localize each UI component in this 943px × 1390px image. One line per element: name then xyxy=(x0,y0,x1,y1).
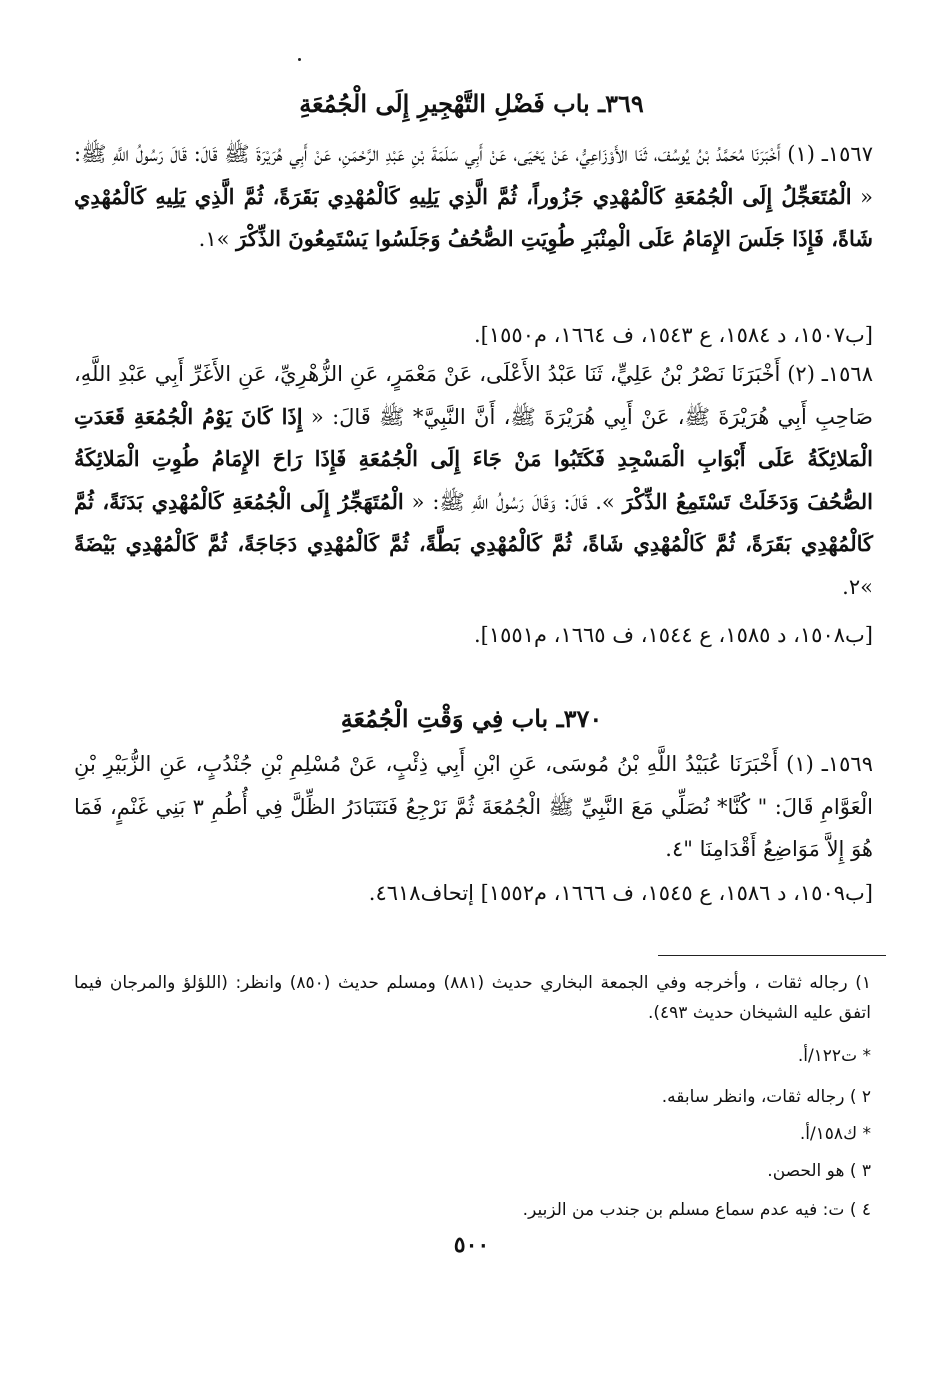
footnote-star-1: * ت١٢٢/أ. xyxy=(797,1046,871,1066)
hadith-1567-refs: [ب١٥٠٧، د ١٥٨٤، ع ١٥٤٣، ف ١٦٦٤، م١٥٥٠]. xyxy=(474,323,873,347)
hadith-1569 xyxy=(74,743,873,871)
hadith-close: »١. xyxy=(198,227,230,251)
hadith-mid: ». قَالَ: وَقَالَ رَسُولُ اللَّهِ ﷺ: « xyxy=(411,489,615,514)
hadith-1568 xyxy=(74,353,873,608)
footnote-4: ٤ ) ت: فيه عدم سماع مسلم بن جندب من الزبير. xyxy=(522,1200,871,1220)
hadith-close: »٢. xyxy=(842,574,873,599)
hadith-matn: كُنَّا* نُصَلِّي مَعَ النَّبِيِّ ﷺ الْجُمُعَةَ ثُمَّ نَرْجِعُ فَنَتَبَادَرُ الظِّلَّ فِي أُطُمِ ٣ بَنِي غَنْمٍ، فَمَا هُوَ إِلاَّ مَوَاضِعُ أَقْدَامِنَا xyxy=(74,794,873,861)
footnote-1: ١) رجاله ثقات ، وأخرجه وفي الجمعة البخاري حديث (٨٨١) ومسلم حديث (٨٥٠) وانظر: (اللؤلؤ والمرجان فيما اتفق عليه الشيخان حديث ٤٩٣). xyxy=(74,973,871,1023)
stray-mark xyxy=(298,58,301,61)
hadith-matn: الْمُتَعَجِّلُ إِلَى الْجُمُعَةِ كَالْمُهْدِي جَزُوراً، ثُمَّ الَّذِي يَلِيهِ كَالْمُهْدِي بَقَرَةً، ثُمَّ الَّذِي يَلِيهِ كَالْمُهْدِي شَاةً، فَإِذَا جَلَسَ الإِمَامُ عَلَى الْمِنْبَرِ طُوِيَتِ الصُّحُفُ وَجَلَسُوا يَسْتَمِعُونَ الذِّكْرَ xyxy=(74,183,873,251)
hadith-1567 xyxy=(74,133,873,261)
chapter-heading-370: ٣٧٠ـ باب فِي وَقْتِ الْجُمُعَةِ xyxy=(340,704,603,733)
hadith-isnad: ١٥٦٩ـ (١) أَخْبَرَنَا عُبَيْدُ اللَّهِ بْنُ مُوسَى، عَنِ ابْنِ أَبِي ذِئْبٍ، عَنْ مُسْلِمِ بْنِ جُنْدُبٍ، عَنِ الزُّبَيْرِ بْنِ الْعَوَّامِ قَالَ: " xyxy=(74,752,873,819)
hadith-matn: إِذَا كَانَ يَوْمُ الْجُمُعَةِ قَعَدَتِ الْمَلائِكَةُ عَلَى أَبْوَابِ الْمَسْجِدِ فَكَتَبُوا مَنْ جَاءَ إِلَى الْجُمُعَةِ فَإِذَا رَاحَ الإِمَامُ طُوِتِ الْمَلائِكَةُ الصُّحُفَ وَدَخَلَتْ تَسْتَمِعُ الذِّكْرَ xyxy=(74,403,873,514)
page-number: ٥٠٠ xyxy=(453,1232,490,1258)
hadith-1569-refs: [ب١٥٠٩، د ١٥٨٦، ع ١٥٤٥، ف ١٦٦٦، م١٥٥٢] إتحاف٤٦١٨. xyxy=(368,881,873,905)
hadith-1568-refs: [ب١٥٠٨، د ١٥٨٥، ع ١٥٤٤، ف ١٦٦٥، م١٥٥١]. xyxy=(474,623,873,647)
footnote-3: ٣ ) هو الحصن. xyxy=(767,1161,871,1181)
hadith-isnad: ١٥٦٧ـ (١) أَخْبَرَنَا مُحَمَّدُ بْنُ يُوسُفَ، ثَنَا الأَوْزَاعِيُّ، عَنْ يَحْيَى، عَنْ أَبِي سَلَمَةَ بْنِ عَبْدِ الرَّحْمَنِ، عَنْ أَبِي هُرَيْرَةَ ﷺ قَالَ: قَالَ رَسُولُ اللَّهِ ﷺ: « xyxy=(74,142,873,209)
hadith-isnad: ١٥٦٨ـ (٢) أَخْبَرَنَا نَصْرُ بْنُ عَلِيٍّ، ثَنَا عَبْدُ الأَعْلَى، عَنْ مَعْمَرٍ، عَنِ الزُّهْرِيِّ، عَنِ الأَغَرِّ أَبِي عَبْدِ اللَّهِ، صَاحِبِ أَبِي هُرَيْرَةَ ﷺ، عَنْ أَبِي هُرَيْرَةَ ﷺ، أَنَّ النَّبِيَّ* ﷺ قَالَ: « xyxy=(74,362,873,429)
chapter-heading-369: ٣٦٩ـ باب فَضْلِ التَّهْجِيرِ إِلَى الْجُمُعَةِ xyxy=(299,89,644,118)
hadith-close: "٤. xyxy=(665,837,693,861)
footnote-separator xyxy=(658,955,886,956)
footnote-star-2: * ك١٥٨/أ. xyxy=(799,1124,871,1144)
hadith-matn-2: الْمُتَهَجِّرُ إِلَى الْجُمُعَةِ كَالْمُهْدِي بَدَنَةً، ثُمَّ كَالْمُهْدِي بَقَرَةً، ثُمَّ كَالْمُهْدِي شَاةً، ثُمَّ كَالْمُهْدِي بَطَّةً، ثُمَّ كَالْمُهْدِي دَجَاجَةً، ثُمَّ كَالْمُهْدِي بَيْضَةً xyxy=(74,488,873,556)
footnote-2: ٢ ) رجاله ثقات، وانظر سابقه. xyxy=(661,1087,871,1107)
